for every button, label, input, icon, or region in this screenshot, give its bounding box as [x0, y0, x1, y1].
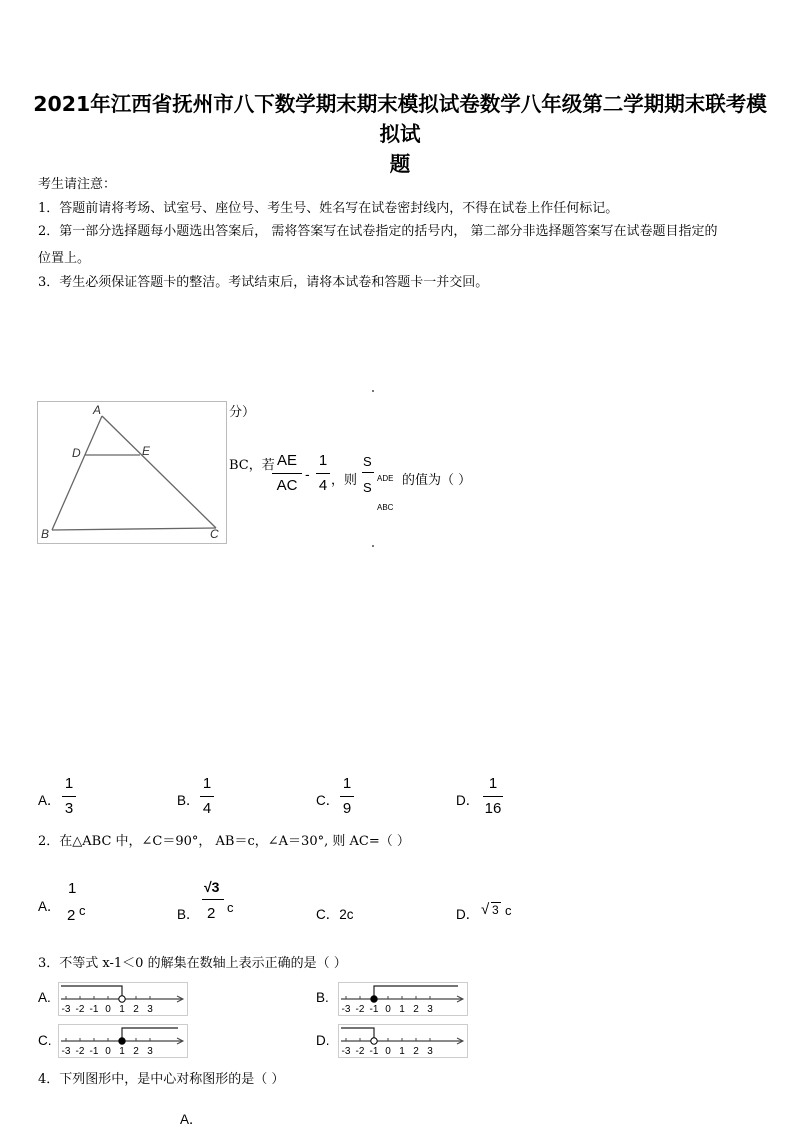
fraction-numerator: 1: [202, 775, 212, 792]
tick-label: 0: [105, 1046, 111, 1057]
tick-label: 0: [385, 1004, 391, 1015]
q1-option-a-fraction: [62, 775, 76, 818]
q2-option-c[interactable]: [316, 903, 354, 923]
q1-option-b-fraction: [200, 775, 214, 818]
notice-item-2-cont: 位置上。: [38, 251, 91, 266]
tick-label: -3: [341, 1004, 351, 1015]
fraction-numerator: 1: [64, 775, 74, 792]
tick-label: 0: [385, 1046, 391, 1057]
fraction-numerator: 1: [342, 775, 352, 792]
label-a: A: [93, 403, 102, 417]
open-point: [119, 996, 125, 1002]
open-point: [371, 1038, 377, 1044]
title-line-2: 题: [389, 152, 411, 176]
tick-label: -3: [61, 1046, 71, 1057]
q2-option-d-var: c: [505, 903, 512, 918]
q2-text: 2．在△ABC 中，∠C＝90°， AB＝c，∠A＝30°, 则 AC=（ ）: [38, 834, 410, 849]
fraction-ae-ac: [272, 452, 302, 495]
q3-option-a-letter[interactable]: A.: [38, 990, 51, 1005]
fraction-numerator: 1: [318, 452, 328, 469]
tick-label: 2: [133, 1004, 139, 1015]
q2-option-d-letter[interactable]: D．: [456, 907, 480, 922]
q3-option-b-letter[interactable]: B.: [316, 990, 329, 1005]
side-bc: [52, 528, 216, 530]
tick-label: 2: [133, 1046, 139, 1057]
fraction-denominator: 4: [202, 800, 212, 817]
number-line-a: [58, 982, 188, 1016]
q2-option-b-num: √3: [204, 879, 220, 895]
fraction-denominator: 3: [64, 800, 74, 817]
fraction-denominator: 4: [318, 477, 328, 494]
tick-label: 3: [427, 1046, 433, 1057]
image-handle-bottom: [372, 545, 374, 547]
title-line-1: 2021年江西省抚州市八下数学期末期末模拟试卷数学八年级第二学期期末联考模拟试: [33, 92, 767, 146]
fraction-one-quarter: [316, 452, 330, 495]
q1-option-a-letter[interactable]: A．: [38, 793, 61, 808]
area-ratio-bar: [362, 472, 374, 473]
fraction-denominator: 9: [342, 800, 352, 817]
area-s-bottom: S: [363, 480, 372, 495]
fraction-bar: [62, 796, 76, 797]
q1-text-prefix: BC，若: [229, 458, 275, 473]
notice-item-1: 1．答题前请将考场、试室号、座位号、考生号、姓名写在试卷密封线内，不得在试卷上作任何标记。: [38, 201, 619, 216]
fraction-bar: [272, 473, 302, 474]
q2-option-b-letter[interactable]: B．: [177, 907, 200, 922]
q2-option-d-radicand: 3: [492, 903, 499, 917]
tick-label: -3: [61, 1004, 71, 1015]
notice-item-3: 3．考生必须保证答题卡的整洁。考试结束后，请将本试卷和答题卡一并交回。: [38, 275, 489, 290]
tick-label: -1: [369, 1004, 379, 1015]
tick-label: 3: [147, 1004, 153, 1015]
q1-text-then: ，则: [331, 473, 358, 488]
fraction-bar: [483, 796, 503, 797]
q2-option-a-var: c: [79, 903, 86, 918]
tick-label: -2: [75, 1046, 85, 1057]
area-s-top: S: [363, 454, 372, 469]
q1-option-c-fraction: [340, 775, 354, 818]
figure-frame: [38, 402, 227, 544]
subscript-ade: ADE: [377, 474, 394, 483]
tick-label: 2: [413, 1004, 419, 1015]
q3-option-c-letter[interactable]: C.: [38, 1033, 52, 1048]
number-line-c: [58, 1024, 188, 1058]
label-d: D: [72, 446, 81, 460]
tick-label: -1: [89, 1046, 99, 1057]
fraction-numerator: AE: [276, 452, 297, 469]
tick-label: 1: [119, 1004, 125, 1015]
q2-option-b-bar: [202, 899, 224, 900]
notice-heading: 考生请注意：: [38, 177, 117, 192]
fraction-denominator: 16: [484, 800, 502, 817]
fraction-bar: [316, 473, 330, 474]
closed-point: [371, 996, 377, 1002]
solution-ray: [374, 986, 458, 996]
tick-label: -2: [75, 1004, 85, 1015]
fraction-denominator: AC: [276, 477, 298, 494]
tick-label: 3: [427, 1004, 433, 1015]
q2-option-d-radical: √: [481, 901, 490, 918]
number-line-b: [338, 982, 468, 1016]
tick-label: 3: [147, 1046, 153, 1057]
tick-label: -2: [355, 1046, 365, 1057]
tick-label: -1: [369, 1046, 379, 1057]
label-c: C: [210, 527, 219, 541]
q3-text: 3．不等式 x-1＜0 的解集在数轴上表示正确的是（ ）: [38, 956, 347, 971]
tick-label: -2: [355, 1004, 365, 1015]
q3-option-d-letter[interactable]: D.: [316, 1033, 330, 1048]
q1-header-fragment: 分）: [229, 405, 256, 420]
q1-text-suffix: 的值为（ ）: [402, 473, 472, 488]
q1-option-b-letter[interactable]: B．: [177, 793, 200, 808]
solution-ray: [61, 986, 122, 996]
page-title: [30, 89, 770, 179]
tick-label: -1: [89, 1004, 99, 1015]
tick-label: 0: [105, 1004, 111, 1015]
tick-label: 1: [119, 1046, 125, 1057]
q4-option-a-letter[interactable]: A．: [180, 1112, 203, 1127]
fraction-numerator: 1: [488, 775, 498, 792]
fraction-bar: [200, 796, 214, 797]
closed-point: [119, 1038, 125, 1044]
side-ab: [52, 416, 102, 530]
q1-dash: -: [305, 466, 310, 482]
q2-option-a-num: 1: [68, 880, 77, 897]
q1-option-c-letter[interactable]: C．: [316, 793, 340, 808]
triangle-figure: [36, 400, 228, 545]
q2-option-b-den: 2: [207, 905, 216, 922]
tick-label: -3: [341, 1046, 351, 1057]
q1-option-d-letter[interactable]: D．: [456, 793, 480, 808]
q2-option-a-den: 2: [67, 907, 76, 924]
label-e: E: [142, 444, 151, 458]
tick-label: 1: [399, 1004, 405, 1015]
tick-label: 2: [413, 1046, 419, 1057]
tick-label: 1: [399, 1046, 405, 1057]
solution-ray: [122, 1028, 178, 1038]
q2-option-c-letter: C．: [316, 907, 340, 922]
image-handle-top: [372, 390, 374, 392]
q2-option-c-value: 2c: [339, 907, 354, 922]
q2-option-b-var: c: [227, 900, 234, 915]
q4-text: 4．下列图形中，是中心对称图形的是（ ）: [38, 1072, 285, 1087]
label-b: B: [41, 527, 50, 541]
side-ac: [102, 416, 216, 528]
fraction-bar: [340, 796, 354, 797]
q2-option-a-letter[interactable]: A．: [38, 899, 61, 914]
q1-option-d-fraction: [483, 775, 503, 818]
notice-item-2: 2．第一部分选择题每小题选出答案后， 需将答案写在试卷指定的括号内， 第二部分非选择题答案写在试卷题目指定的: [38, 224, 718, 239]
solution-ray: [341, 1028, 374, 1038]
number-line-d: [338, 1024, 468, 1058]
subscript-abc: ABC: [377, 503, 394, 512]
